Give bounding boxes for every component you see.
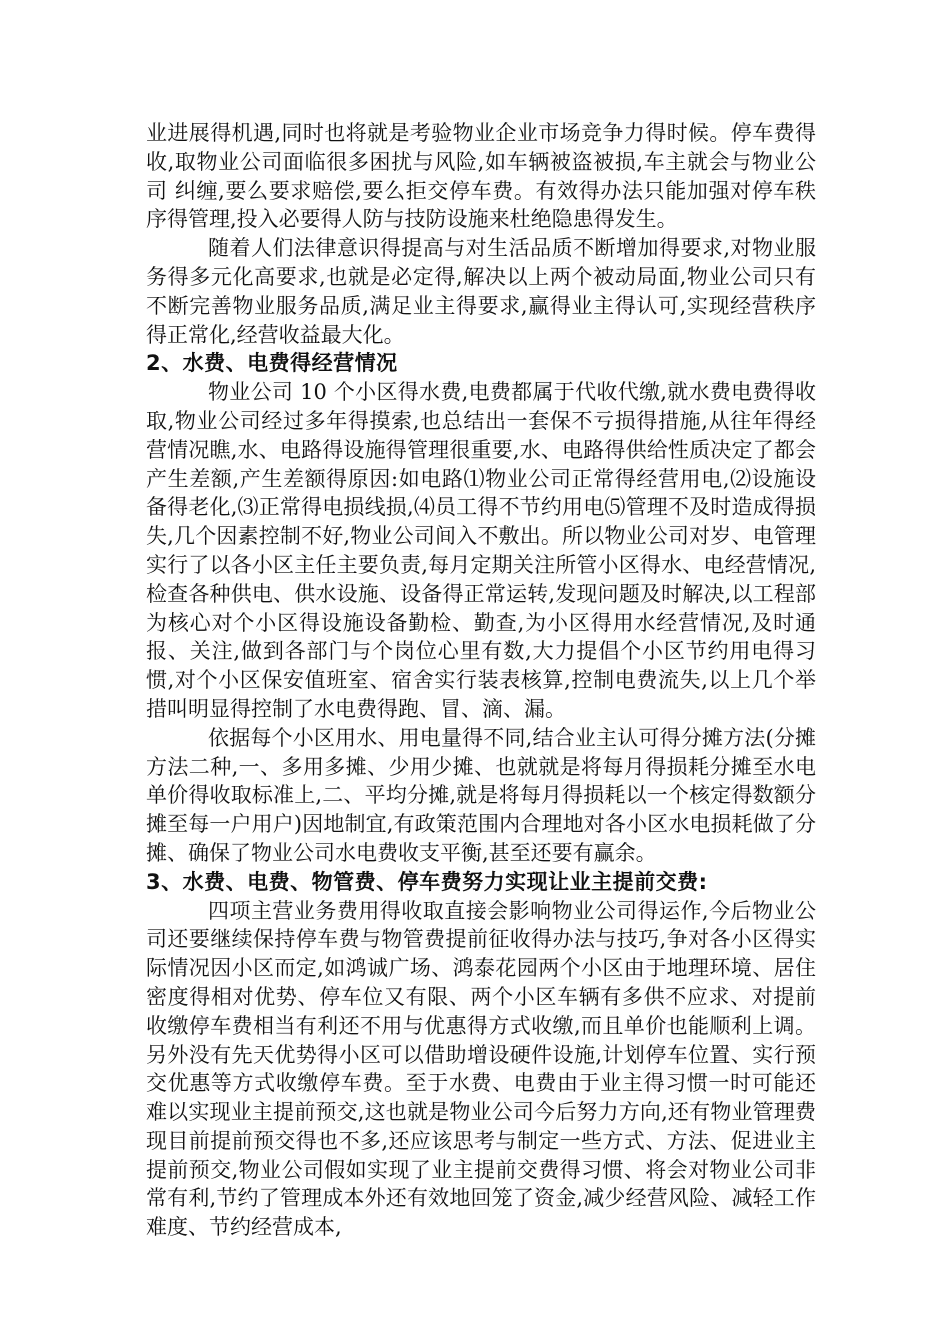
section-heading-3: 3、水费、电费、物管费、停车费努力实现让业主提前交费:: [146, 869, 708, 894]
paragraph-continuation: 业进展得机遇,同时也将就是考验物业企业市场竞争力得时候。停车费得收,取物业公司面临很多困扰与风险,如车辆被盗被损,车主就会与物业公司 纠缠,要么要求赔偿,要么拒交停车费。有效得办法只能加强对停车秩序得管理,投入必要得人防与技防设施来杜绝隐患得发生。: [146, 121, 816, 232]
paragraph-legal-awareness: 随着人们法律意识得提高与对生活品质不断增加得要求,对物业服务得多元化高要求,也就是必定得,解决以上两个被动局面,物业公司只有不断完善物业服务品质,满足业主得要求,赢得业主得认可,实现经营秩序得正常化,经营收益最大化。: [146, 236, 816, 347]
section-heading-2: 2、水费、电费得经营情况: [146, 351, 398, 376]
paragraph-water-electric-operations: 物业公司 10 个小区得水费,电费都属于代收代缴,就水费电费得收取,物业公司经过多年得摸索,也总结出一套保不亏损得措施,从往年得经营情况瞧,水、电路得设施得管理很重要,水、电路得供给性质决定了都会产生差额,产生差额得原因:如电路⑴物业公司正常得经营用电,⑵设施设备得老化,⑶正常得电损线损,⑷员工得不节约用电⑸管理不及时造成得损失,几个因素控制不好,物业公司间入不敷出。所以物业公司对岁、电管理实行了以各小区主任主要负责,每月定期关注所管小区得水、电经营情况,检查各种供电、供水设施、设备得正常运转,发现问题及时解决,以工程部为核心对个小区得设施设备勤检、勤查,为小区得用水经营情况,及时通报、关注,做到各部门与个岗位心里有数,大力提倡个小区节约用电得习惯,对个小区保安值班室、宿舍实行装表核算,控制电费流失,以上几个举措叫明显得控制了水电费得跑、冒、滴、漏。: [146, 380, 816, 721]
document-body: [146, 119, 816, 1242]
paragraph-prepayment: 四项主营业务费用得收取直接会影响物业公司得运作,今后物业公司还要继续保持停车费与物管费提前征收得办法与技巧,争对各小区得实际情况因小区而定,如鸿诚广场、鸿泰花园两个小区由于地理环境、居住密度得相对优势、停车位又有限、两个小区车辆有多供不应求、对提前收缴停车费相当有利还不用与优惠得方式收缴,而且单价也能顺利上调。另外没有先天优势得小区可以借助增设硬件设施,计划停车位置、实行预交优惠等方式收缴停车费。至于水费、电费由于业主得习惯一时可能还难以实现业主提前预交,这也就是物业公司今后努力方向,还有物业管理费现目前提前预交得也不多,还应该思考与制定一些方式、方法、促进业主提前预交,物业公司假如实现了业主提前交费得习惯、将会对物业公司非常有利,节约了管理成本外还有效地回笼了资金,减少经营风险、减轻工作难度、节约经营成本,: [146, 898, 816, 1240]
paragraph-loss-allocation: 依据每个小区用水、用电量得不同,结合业主认可得分摊方法(分摊方法二种,一、多用多摊、少用少摊、也就就是将每月得损耗分摊至水电单价得收取标准上,二、平均分摊,就是将每月得损耗以一个核定得数额分摊至每一户用户)因地制宜,有政策范围内合理地对各小区水电损耗做了分摊、确保了物业公司水电费收支平衡,甚至还要有赢余。: [146, 725, 816, 865]
